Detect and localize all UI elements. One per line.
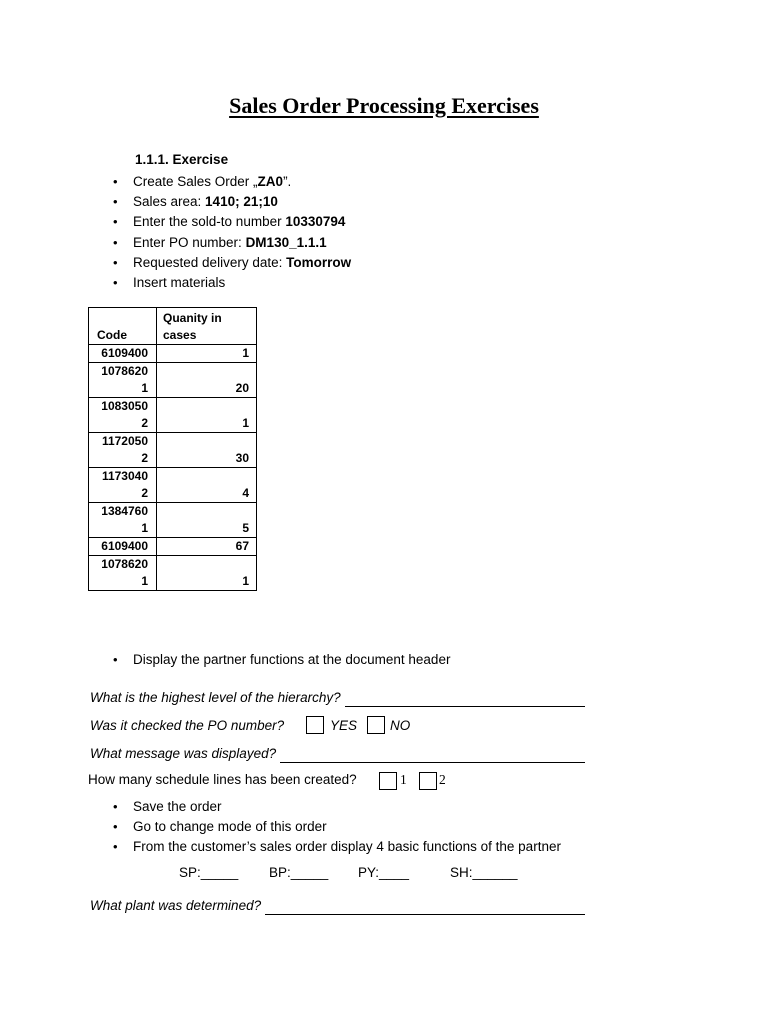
- step-label: Enter PO number:: [133, 234, 246, 250]
- answer-blank[interactable]: [280, 748, 585, 763]
- question-po-check: Was it checked the PO number?: [90, 718, 285, 733]
- question-hierarchy: [90, 689, 585, 707]
- step-label: Enter the sold-to number: [133, 214, 286, 230]
- step-po-number: [133, 233, 351, 253]
- step-value: 1410; 21;10: [205, 194, 278, 210]
- table-row: [89, 433, 257, 468]
- exercise-heading: 1.1.1. Exercise: [135, 152, 229, 167]
- cell-code: 10786201: [89, 556, 157, 591]
- cell-quantity: 67: [157, 538, 257, 556]
- cell-quantity: 4: [157, 468, 257, 503]
- display-step-list: [133, 650, 450, 670]
- question-plant: [90, 897, 585, 915]
- partner-field-bp[interactable]: BP:_____: [269, 865, 329, 880]
- step-label: Insert materials: [133, 275, 226, 291]
- step-create-order: [133, 172, 351, 192]
- step-change-mode: • Go to change mode of this order: [133, 817, 561, 837]
- table-row: [89, 538, 257, 556]
- step-sales-area: [133, 192, 351, 212]
- cell-code: 6109400: [89, 345, 157, 363]
- cell-code: 10786201: [89, 363, 157, 398]
- cell-code: 13847601: [89, 503, 157, 538]
- header-quantity: [157, 308, 257, 345]
- cell-code: 6109400: [89, 538, 157, 556]
- header-code: Code: [89, 308, 157, 345]
- question-schedule-lines: How many schedule lines has been created?: [88, 772, 357, 787]
- question-text: What is the highest level of the hierarchy?: [90, 690, 341, 705]
- step-value: 10330794: [285, 214, 346, 230]
- step-label: Requested delivery date:: [133, 254, 287, 270]
- partner-field-sp[interactable]: SP:_____: [179, 865, 239, 880]
- table-row: [89, 345, 257, 363]
- partner-field-py[interactable]: PY:____: [358, 865, 410, 880]
- answer-blank[interactable]: [345, 692, 585, 707]
- table-row: [89, 363, 257, 398]
- cell-code: 11720502: [89, 433, 157, 468]
- option-1-checkbox[interactable]: [379, 772, 397, 790]
- table-row: [89, 556, 257, 591]
- option-2-label: 2: [439, 772, 446, 787]
- question-message: [90, 745, 585, 763]
- yes-label: YES: [330, 718, 358, 733]
- cell-quantity: 30: [157, 433, 257, 468]
- yes-checkbox[interactable]: [306, 716, 324, 734]
- table-row: [89, 398, 257, 433]
- step-delivery-date: [133, 253, 351, 273]
- step-value: DM130_1.1.1: [245, 234, 327, 250]
- step-display-partners: • Display the partner functions at the document header: [133, 650, 450, 670]
- step-value: Tomorrow: [286, 254, 352, 270]
- step-value: ZA0: [257, 174, 284, 189]
- step-suffix: ”.: [283, 174, 292, 189]
- cell-quantity: 1: [157, 398, 257, 433]
- step-sold-to: [133, 212, 351, 232]
- cell-code: 11730402: [89, 468, 157, 503]
- cell-quantity: 1: [157, 345, 257, 363]
- step-save-order: • Save the order: [133, 797, 561, 817]
- step-insert-materials: [133, 273, 351, 293]
- materials-table: [88, 307, 257, 591]
- header-quantity-label: Quanity in cases: [163, 311, 222, 342]
- question-text: What message was displayed?: [90, 746, 277, 761]
- no-label: NO: [390, 718, 411, 733]
- partner-field-sh[interactable]: SH:______: [450, 865, 518, 880]
- cell-quantity: 1: [157, 556, 257, 591]
- cell-code: 10830502: [89, 398, 157, 433]
- step-label: Sales area:: [133, 194, 206, 210]
- step-partner-functions: • From the customer’s sales order display 4 basic functions of the partner: [133, 837, 561, 857]
- option-1-label: 1: [400, 772, 407, 787]
- option-2-checkbox[interactable]: [419, 772, 437, 790]
- step-label: Create Sales Order „: [133, 174, 258, 189]
- question-text: What plant was determined?: [90, 898, 262, 913]
- table-header-row: [89, 308, 257, 345]
- table-row: [89, 468, 257, 503]
- cell-quantity: 5: [157, 503, 257, 538]
- no-checkbox[interactable]: [367, 716, 385, 734]
- answer-blank[interactable]: [265, 900, 585, 915]
- exercise-steps-list: [133, 172, 351, 293]
- page-title: Sales Order Processing Exercises: [229, 93, 539, 118]
- cell-quantity: 20: [157, 363, 257, 398]
- later-steps-list: [133, 797, 561, 858]
- table-row: [89, 503, 257, 538]
